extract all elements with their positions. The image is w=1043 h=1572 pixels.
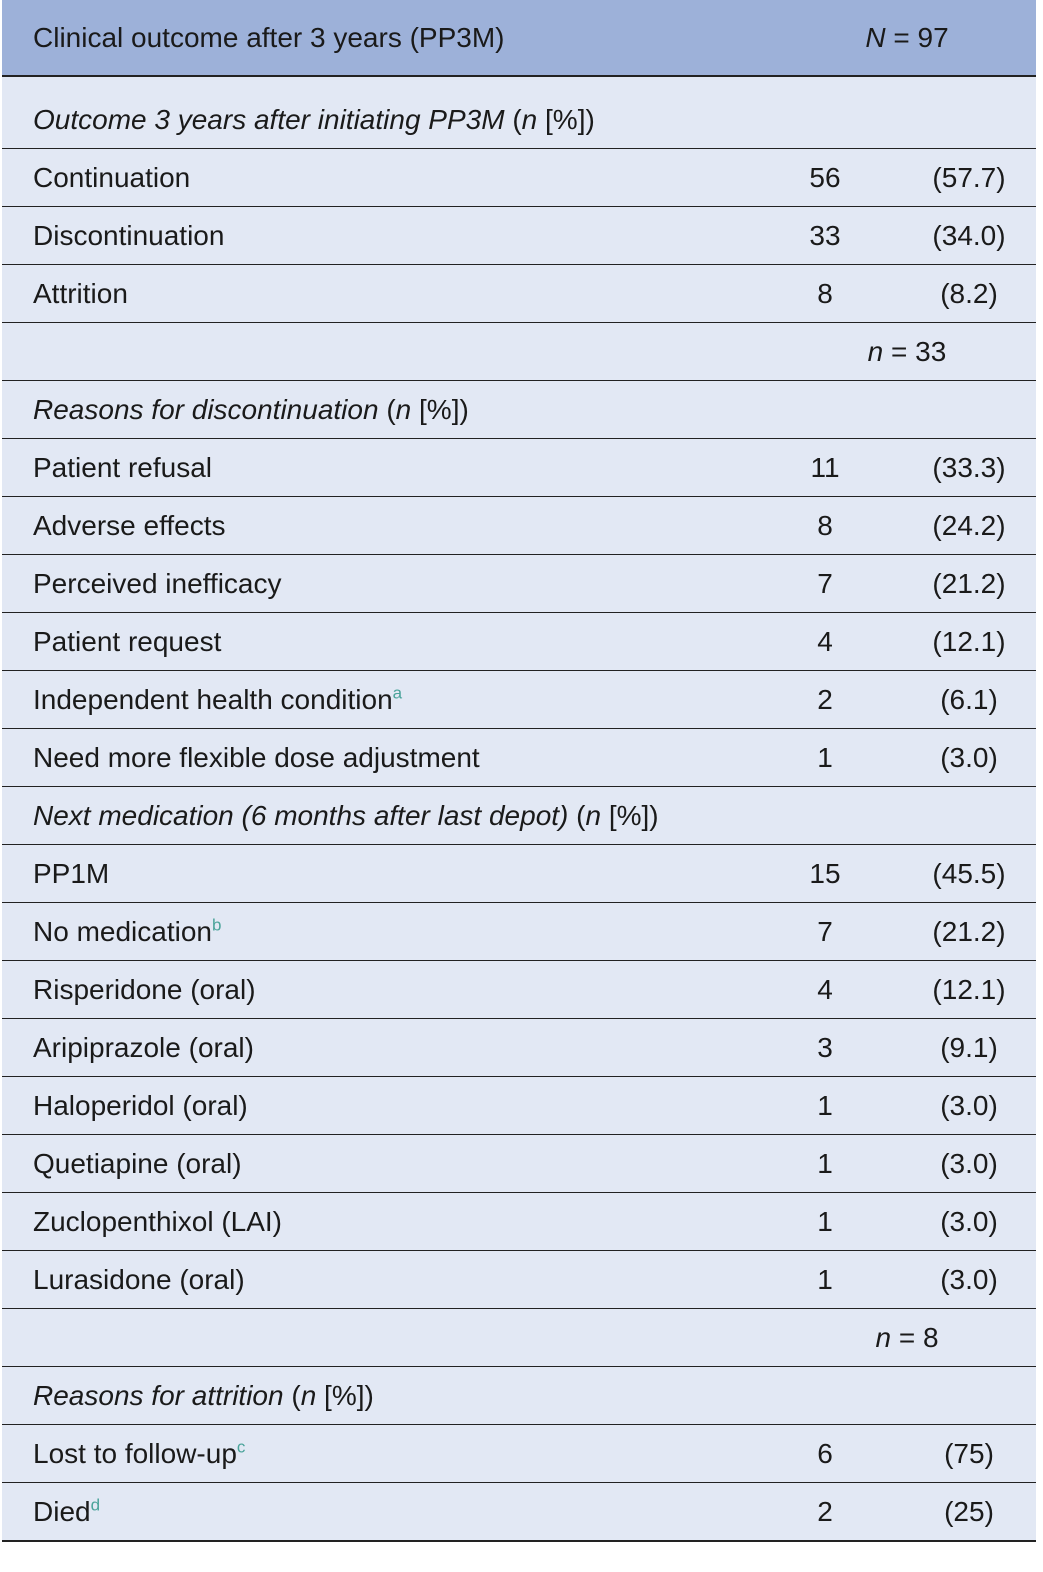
section-open: ( [283, 1379, 301, 1411]
row-percent: (12.1) [932, 973, 1006, 1005]
subgroup-n-row [2, 323, 1036, 381]
table-row [2, 1019, 1036, 1077]
section-header-row [2, 381, 1036, 439]
section-close: [%]) [537, 103, 595, 135]
row-label-text: Lost to follow-up [33, 1437, 237, 1469]
subgroup-n-value: = 33 [891, 335, 947, 367]
header-title: Clinical outcome after 3 years (PP3M) [33, 21, 505, 53]
row-label-text: PP1M [33, 857, 110, 889]
row-label-text: Need more flexible dose adjustment [33, 741, 480, 773]
row-label [33, 1496, 100, 1528]
subgroup-n-symbol: n [867, 335, 884, 367]
section-title: Next medication (6 months after last depot) [33, 799, 569, 831]
row-percent: (12.1) [932, 625, 1006, 657]
section-header-row [2, 1367, 1036, 1425]
row-label-text: Attrition [33, 277, 128, 309]
row-label-text: Patient refusal [33, 451, 212, 483]
row-count: 7 [817, 567, 833, 599]
row-label [33, 162, 190, 194]
row-count: 7 [817, 915, 833, 947]
section-close: [%]) [316, 1379, 374, 1411]
table-row [2, 439, 1036, 497]
row-count: 8 [817, 509, 833, 541]
row-percent: (9.1) [940, 1031, 998, 1063]
table-row [2, 265, 1036, 323]
row-label-text: No medication [33, 915, 212, 947]
table-row [2, 1251, 1036, 1309]
row-label-text: Aripiprazole (oral) [33, 1031, 254, 1063]
section-label [33, 104, 595, 136]
row-label [33, 742, 480, 774]
row-percent: (57.7) [932, 161, 1006, 193]
table-row [2, 1483, 1036, 1540]
row-count: 11 [810, 451, 840, 483]
section-label [33, 1380, 374, 1412]
subgroup-n-row [2, 1309, 1036, 1367]
row-percent: (33.3) [932, 451, 1006, 483]
row-label [33, 452, 212, 484]
table-row [2, 1135, 1036, 1193]
row-percent: (75) [944, 1437, 994, 1469]
table-row [2, 207, 1036, 265]
row-percent: (21.2) [932, 567, 1006, 599]
outcome-table [2, 0, 1036, 1542]
row-label [33, 626, 221, 658]
section-title: Reasons for attrition [33, 1379, 284, 1411]
row-label [33, 974, 256, 1006]
row-label-text: Died [33, 1495, 91, 1527]
section-n-symbol: n [395, 393, 412, 425]
section-label [33, 800, 659, 832]
row-count: 1 [817, 741, 833, 773]
table-body [2, 91, 1036, 1540]
table-row [2, 149, 1036, 207]
table-row [2, 671, 1036, 729]
row-label-text: Zuclopenthixol (LAI) [33, 1205, 283, 1237]
section-header-row [2, 91, 1036, 149]
subgroup-n [832, 336, 982, 368]
row-count: 15 [809, 857, 841, 889]
section-open: ( [568, 799, 586, 831]
section-open: ( [378, 393, 396, 425]
row-label-text: Adverse effects [33, 509, 226, 541]
section-close: [%]) [601, 799, 659, 831]
table-row [2, 1425, 1036, 1483]
footnote-marker: c [236, 1437, 246, 1457]
row-percent: (3.0) [940, 1089, 998, 1121]
table-row [2, 961, 1036, 1019]
subgroup-n-symbol: n [875, 1321, 892, 1353]
row-label [33, 568, 282, 600]
section-label [33, 394, 469, 426]
row-count: 4 [817, 973, 833, 1005]
row-percent: (21.2) [932, 915, 1006, 947]
section-open: ( [504, 103, 522, 135]
row-count: 2 [817, 683, 833, 715]
row-percent: (25) [944, 1495, 994, 1527]
row-count: 6 [817, 1437, 833, 1469]
row-label-text: Independent health condition [33, 683, 393, 715]
row-count: 1 [817, 1089, 833, 1121]
row-label [33, 858, 109, 890]
row-count: 4 [817, 625, 833, 657]
row-label-text: Continuation [33, 161, 191, 193]
section-n-symbol: n [521, 103, 538, 135]
section-close: [%]) [411, 393, 469, 425]
table-row [2, 729, 1036, 787]
row-count: 1 [817, 1147, 833, 1179]
row-label-text: Risperidone (oral) [33, 973, 256, 1005]
row-label [33, 684, 402, 716]
row-percent: (45.5) [932, 857, 1006, 889]
subgroup-n-value: = 8 [898, 1321, 939, 1353]
row-count: 2 [817, 1495, 833, 1527]
header-n-symbol: N [865, 21, 886, 53]
row-percent: (34.0) [932, 219, 1006, 251]
row-label-text: Discontinuation [33, 219, 225, 251]
row-label-text: Patient request [33, 625, 222, 657]
row-percent: (3.0) [940, 1147, 998, 1179]
row-label-text: Quetiapine (oral) [33, 1147, 242, 1179]
row-label [33, 510, 225, 542]
header-n-value: = 97 [893, 21, 949, 53]
row-percent: (6.1) [940, 683, 998, 715]
section-n-symbol: n [585, 799, 602, 831]
row-label [33, 1206, 282, 1238]
row-count: 1 [817, 1263, 833, 1295]
header-n [832, 22, 982, 54]
table-row [2, 903, 1036, 961]
header-spacer [2, 77, 1036, 91]
row-percent: (8.2) [940, 277, 998, 309]
row-label-text: Perceived inefficacy [33, 567, 282, 599]
table-row [2, 845, 1036, 903]
table-row [2, 1077, 1036, 1135]
row-label [33, 1438, 245, 1470]
table-row [2, 1193, 1036, 1251]
row-count: 33 [809, 219, 841, 251]
row-label [33, 1148, 242, 1180]
section-header-row [2, 787, 1036, 845]
section-n-symbol: n [300, 1379, 317, 1411]
row-label [33, 1264, 245, 1296]
row-percent: (24.2) [932, 509, 1006, 541]
table-row [2, 613, 1036, 671]
row-label [33, 220, 224, 252]
row-percent: (3.0) [940, 1205, 998, 1237]
row-count: 56 [809, 161, 841, 193]
row-label-text: Lurasidone (oral) [33, 1263, 245, 1295]
row-count: 1 [817, 1205, 833, 1237]
footnote-marker: a [392, 683, 403, 703]
row-label [33, 916, 221, 948]
row-label-text: Haloperidol (oral) [33, 1089, 248, 1121]
table-row [2, 497, 1036, 555]
section-title: Outcome 3 years after initiating PP3M [33, 103, 505, 135]
row-label [33, 1032, 254, 1064]
row-label [33, 278, 128, 310]
table-header [2, 0, 1036, 77]
row-percent: (3.0) [940, 741, 998, 773]
section-title: Reasons for discontinuation [33, 393, 379, 425]
row-count: 3 [817, 1031, 833, 1063]
row-percent: (3.0) [940, 1263, 998, 1295]
footnote-marker: b [211, 915, 222, 935]
row-label [33, 1090, 248, 1122]
subgroup-n [832, 1322, 982, 1354]
table-row [2, 555, 1036, 613]
footnote-marker: d [90, 1495, 101, 1515]
row-count: 8 [817, 277, 833, 309]
